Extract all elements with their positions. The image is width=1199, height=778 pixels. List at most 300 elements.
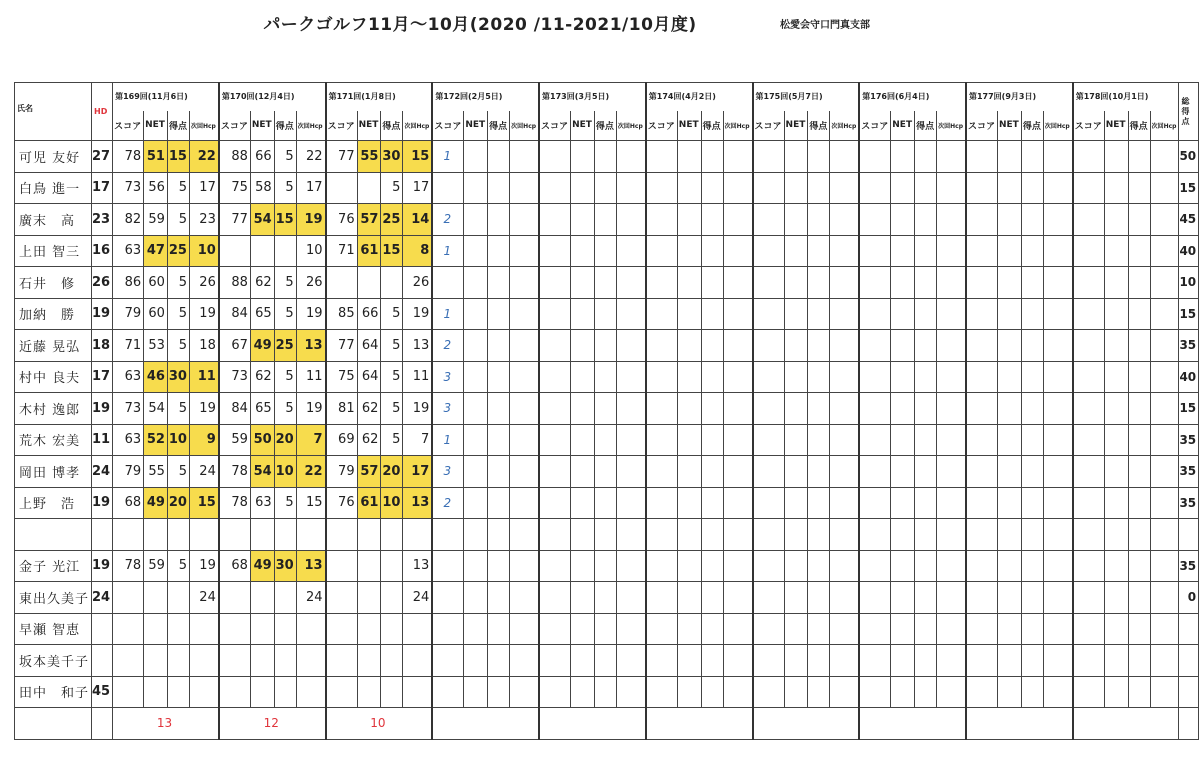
total-points: 50 [1179, 141, 1199, 173]
round-cell [891, 172, 915, 204]
round-cell [646, 267, 678, 299]
round-cell [539, 613, 571, 645]
round-cell [464, 487, 488, 519]
round-cell: 62 [250, 361, 274, 393]
round-cell: 75 [219, 172, 251, 204]
total-points: 15 [1179, 172, 1199, 204]
round-cell [1043, 267, 1072, 299]
round-cell: 5 [167, 172, 189, 204]
round-cell [510, 298, 539, 330]
round-cell: 15 [403, 141, 432, 173]
round-cell [464, 235, 488, 267]
round-cell: 5 [167, 330, 189, 362]
total-points: 15 [1179, 393, 1199, 425]
sub-header-next-hcp: 次回Hcp [937, 111, 966, 141]
player-row [15, 235, 1199, 267]
round-cell [677, 456, 701, 488]
round-cell: 49 [250, 330, 274, 362]
round-cell [219, 519, 251, 551]
round-cell [753, 361, 785, 393]
total-points: 10 [1179, 267, 1199, 299]
round-cell: 78 [219, 487, 251, 519]
round-cell [966, 550, 998, 582]
round-cell [723, 361, 752, 393]
round-cell: 13 [296, 330, 325, 362]
sub-header-score: スコア [966, 111, 998, 141]
round-cell [966, 141, 998, 173]
player-row [15, 267, 1199, 299]
round-cell: 63 [113, 235, 144, 267]
round-cell: 77 [326, 141, 358, 173]
round-cell: 5 [274, 298, 296, 330]
player-row [15, 204, 1199, 236]
round-cell [677, 330, 701, 362]
round-cell [488, 298, 510, 330]
round-cell [1150, 424, 1179, 456]
round-cell [357, 645, 381, 677]
round-cell [1150, 550, 1179, 582]
attendance-count: 1 [432, 235, 464, 267]
sub-header-next-hcp: 次回Hcp [189, 111, 218, 141]
round-cell [937, 330, 966, 362]
round-cell: 5 [274, 141, 296, 173]
sub-header-next-hcp: 次回Hcp [296, 111, 325, 141]
round-cell [274, 645, 296, 677]
round-cell [830, 550, 859, 582]
round-cell [1128, 235, 1150, 267]
round-cell [1104, 550, 1128, 582]
round-cell [1104, 172, 1128, 204]
round-cell [539, 267, 571, 299]
round-cell [966, 298, 998, 330]
round-cell: 24 [296, 582, 325, 614]
round-cell [723, 393, 752, 425]
round-cell [677, 235, 701, 267]
round-cell [859, 613, 891, 645]
round-cell [1021, 361, 1043, 393]
round-cell [357, 613, 381, 645]
sub-header-score: スコア [219, 111, 251, 141]
round-cell [915, 204, 937, 236]
round-cell [1043, 235, 1072, 267]
round-cell [753, 676, 785, 708]
round-cell [571, 267, 595, 299]
sub-header-net: NET [891, 111, 915, 141]
round-cell [646, 676, 678, 708]
round-cell [357, 582, 381, 614]
round-cell [1043, 330, 1072, 362]
round-cell [616, 393, 645, 425]
player-hd: 26 [92, 267, 113, 299]
round-cell [594, 582, 616, 614]
player-name: 木村 逸郎 [15, 393, 92, 425]
attendance-count: 2 [432, 487, 464, 519]
round-cell [830, 456, 859, 488]
round-cell: 25 [381, 204, 403, 236]
footer-empty [92, 708, 113, 740]
round-cell: 59 [144, 204, 168, 236]
round-cell [488, 676, 510, 708]
round-cell [808, 172, 830, 204]
round-cell [723, 141, 752, 173]
round-cell: 15 [296, 487, 325, 519]
round-cell: 22 [296, 456, 325, 488]
round-cell: 66 [250, 141, 274, 173]
round-cell [937, 204, 966, 236]
round-cell [594, 676, 616, 708]
round-cell [784, 582, 808, 614]
round-cell [1073, 456, 1105, 488]
round-cell [646, 424, 678, 456]
round-cell [784, 267, 808, 299]
round-cell [830, 172, 859, 204]
round-cell [403, 676, 432, 708]
player-name: 可児 友好 [15, 141, 92, 173]
player-row [15, 676, 1199, 708]
sub-header-points: 得点 [915, 111, 937, 141]
player-row [15, 487, 1199, 519]
round-cell [326, 582, 358, 614]
round-cell [891, 550, 915, 582]
round-cell [1043, 204, 1072, 236]
round-cell [1021, 645, 1043, 677]
round-cell [357, 267, 381, 299]
round-cell [1104, 519, 1128, 551]
round-cell [381, 519, 403, 551]
round-cell [723, 645, 752, 677]
round-cell [966, 235, 998, 267]
round-cell [539, 235, 571, 267]
round-cell: 52 [144, 424, 168, 456]
round-cell [677, 141, 701, 173]
round-cell: 14 [403, 204, 432, 236]
round-cell: 47 [144, 235, 168, 267]
round-cell [830, 645, 859, 677]
player-row [15, 393, 1199, 425]
round-cell [539, 330, 571, 362]
round-cell [1104, 267, 1128, 299]
sub-header-net: NET [998, 111, 1022, 141]
round-cell [753, 519, 785, 551]
player-row [15, 141, 1199, 173]
round-cell: 64 [357, 361, 381, 393]
round-cell [571, 456, 595, 488]
round-cell [646, 613, 678, 645]
round-cell [808, 645, 830, 677]
round-cell [915, 676, 937, 708]
round-cell [594, 393, 616, 425]
round-cell: 50 [250, 424, 274, 456]
round-cell [915, 550, 937, 582]
round-cell: 46 [144, 361, 168, 393]
round-cell: 63 [113, 424, 144, 456]
round-cell: 71 [113, 330, 144, 362]
round-cell [571, 235, 595, 267]
attendance-count [432, 645, 464, 677]
round-cell [1043, 393, 1072, 425]
round-cell [464, 582, 488, 614]
round-cell [1104, 424, 1128, 456]
round-cell [488, 519, 510, 551]
round-cell [891, 456, 915, 488]
round-cell [616, 204, 645, 236]
round-cell: 30 [274, 550, 296, 582]
sub-header-points: 得点 [1021, 111, 1043, 141]
round-cell [859, 235, 891, 267]
round-cell [859, 645, 891, 677]
round-cell [1021, 487, 1043, 519]
round-cell: 62 [357, 424, 381, 456]
sub-header-points: 得点 [594, 111, 616, 141]
round-cell: 78 [219, 456, 251, 488]
round-cell [1073, 361, 1105, 393]
document-title: パークゴルフ11月～10月(2020 /11-2021/10月度) [263, 15, 697, 35]
round-cell [753, 204, 785, 236]
round-cell [1150, 613, 1179, 645]
round-cell [998, 456, 1022, 488]
round-cell: 79 [326, 456, 358, 488]
round-cell: 24 [189, 456, 218, 488]
round-cell [326, 645, 358, 677]
round-cell [677, 298, 701, 330]
round-cell [326, 172, 358, 204]
player-name: 村中 良夫 [15, 361, 92, 393]
round-cell [998, 141, 1022, 173]
round-cell [830, 235, 859, 267]
round-cell [646, 235, 678, 267]
round-cell [113, 519, 144, 551]
round-cell [571, 393, 595, 425]
round-cell: 22 [189, 141, 218, 173]
round-cell [966, 645, 998, 677]
sub-header-net: NET [784, 111, 808, 141]
round-cell [646, 645, 678, 677]
round-cell: 58 [250, 172, 274, 204]
round-header: 第176回(6月4日) [859, 83, 966, 111]
round-cell [830, 519, 859, 551]
round-cell [357, 676, 381, 708]
attendance-count: 1 [432, 424, 464, 456]
round-cell [701, 456, 723, 488]
round-cell [616, 267, 645, 299]
round-cell [677, 172, 701, 204]
round-cell [616, 172, 645, 204]
round-cell [296, 676, 325, 708]
round-cell [1128, 456, 1150, 488]
round-cell [510, 550, 539, 582]
round-cell [1073, 519, 1105, 551]
round-cell [1150, 298, 1179, 330]
round-cell [510, 582, 539, 614]
total-points [1179, 645, 1199, 677]
round-cell [113, 582, 144, 614]
round-cell [1150, 393, 1179, 425]
player-name: 早瀬 智恵 [15, 613, 92, 645]
round-cell: 49 [250, 550, 274, 582]
sub-header-next-hcp: 次回Hcp [830, 111, 859, 141]
player-name: 坂本美千子 [15, 645, 92, 677]
round-cell [859, 550, 891, 582]
round-cell [616, 330, 645, 362]
round-cell [646, 582, 678, 614]
round-cell [539, 676, 571, 708]
round-cell: 5 [274, 267, 296, 299]
round-cell [677, 676, 701, 708]
round-cell [1073, 550, 1105, 582]
round-cell [616, 361, 645, 393]
round-cell [808, 330, 830, 362]
round-cell [1128, 613, 1150, 645]
round-cell: 17 [403, 456, 432, 488]
round-cell [464, 550, 488, 582]
round-cell [1021, 676, 1043, 708]
round-cell [144, 582, 168, 614]
round-cell [616, 235, 645, 267]
round-cell [808, 141, 830, 173]
round-cell [167, 676, 189, 708]
footer-empty [1179, 708, 1199, 740]
round-cell: 88 [219, 267, 251, 299]
round-cell [488, 550, 510, 582]
round-cell [753, 172, 785, 204]
round-cell [859, 298, 891, 330]
round-cell [488, 645, 510, 677]
round-cell [998, 235, 1022, 267]
footer-empty [859, 708, 966, 740]
round-header: 第172回(2月5日) [432, 83, 539, 111]
sub-header-net: NET [357, 111, 381, 141]
round-cell [1021, 235, 1043, 267]
round-cell [403, 613, 432, 645]
round-cell [998, 298, 1022, 330]
round-cell: 78 [113, 550, 144, 582]
round-cell [616, 676, 645, 708]
round-cell: 19 [296, 298, 325, 330]
sub-header-score: スコア [113, 111, 144, 141]
round-cell: 17 [296, 172, 325, 204]
attendance-count [432, 613, 464, 645]
player-name: 近藤 晃弘 [15, 330, 92, 362]
round-cell: 78 [113, 141, 144, 173]
player-hd: 11 [92, 424, 113, 456]
round-cell [594, 235, 616, 267]
sub-header-score: スコア [753, 111, 785, 141]
round-cell [1150, 267, 1179, 299]
sub-header-points: 得点 [274, 111, 296, 141]
round-cell [1021, 204, 1043, 236]
round-cell [594, 141, 616, 173]
round-cell [1128, 330, 1150, 362]
round-cell [403, 519, 432, 551]
round-header: 第170回(12月4日) [219, 83, 326, 111]
round-cell [753, 424, 785, 456]
round-cell [1128, 172, 1150, 204]
round-cell [891, 204, 915, 236]
player-row [15, 172, 1199, 204]
footer-empty [753, 708, 860, 740]
round-cell [1073, 645, 1105, 677]
round-cell [510, 235, 539, 267]
round-cell [646, 519, 678, 551]
round-cell [830, 393, 859, 425]
round-cell [808, 550, 830, 582]
round-cell [677, 645, 701, 677]
round-header: 第178回(10月1日) [1073, 83, 1179, 111]
round-cell [510, 330, 539, 362]
round-cell [144, 613, 168, 645]
round-cell [723, 550, 752, 582]
round-cell [753, 645, 785, 677]
round-cell [966, 361, 998, 393]
round-cell [113, 676, 144, 708]
footer-empty [646, 708, 753, 740]
round-cell [571, 424, 595, 456]
round-cell [488, 424, 510, 456]
round-cell [891, 393, 915, 425]
round-cell [1021, 424, 1043, 456]
sub-header-points: 得点 [1128, 111, 1150, 141]
round-cell [1150, 519, 1179, 551]
participant-count: 10 [326, 708, 433, 740]
round-cell: 76 [326, 487, 358, 519]
round-cell [753, 582, 785, 614]
round-cell [1150, 582, 1179, 614]
round-cell: 60 [144, 298, 168, 330]
round-cell [381, 267, 403, 299]
round-cell [1073, 330, 1105, 362]
round-cell: 55 [357, 141, 381, 173]
round-cell [571, 645, 595, 677]
round-cell [464, 456, 488, 488]
round-cell [937, 613, 966, 645]
total-points: 15 [1179, 298, 1199, 330]
round-cell: 59 [219, 424, 251, 456]
round-cell [891, 487, 915, 519]
round-cell [1128, 519, 1150, 551]
round-cell [594, 267, 616, 299]
player-hd [92, 645, 113, 677]
round-cell [539, 582, 571, 614]
round-cell [571, 582, 595, 614]
round-cell [808, 456, 830, 488]
round-cell [539, 456, 571, 488]
round-cell [830, 613, 859, 645]
round-cell [381, 645, 403, 677]
round-cell [723, 676, 752, 708]
round-cell [1128, 361, 1150, 393]
round-cell [1073, 393, 1105, 425]
round-cell [1073, 424, 1105, 456]
round-cell: 5 [381, 298, 403, 330]
round-cell: 85 [326, 298, 358, 330]
round-cell: 65 [250, 298, 274, 330]
round-cell [167, 582, 189, 614]
attendance-count [432, 267, 464, 299]
round-cell [1073, 141, 1105, 173]
player-hd: 24 [92, 582, 113, 614]
player-row [15, 582, 1199, 614]
round-cell [594, 361, 616, 393]
round-cell [784, 645, 808, 677]
round-cell: 73 [219, 361, 251, 393]
round-cell [701, 235, 723, 267]
round-cell [616, 298, 645, 330]
round-cell [594, 424, 616, 456]
attendance-count: 3 [432, 456, 464, 488]
round-cell [1104, 235, 1128, 267]
round-cell [219, 645, 251, 677]
round-cell [1104, 393, 1128, 425]
